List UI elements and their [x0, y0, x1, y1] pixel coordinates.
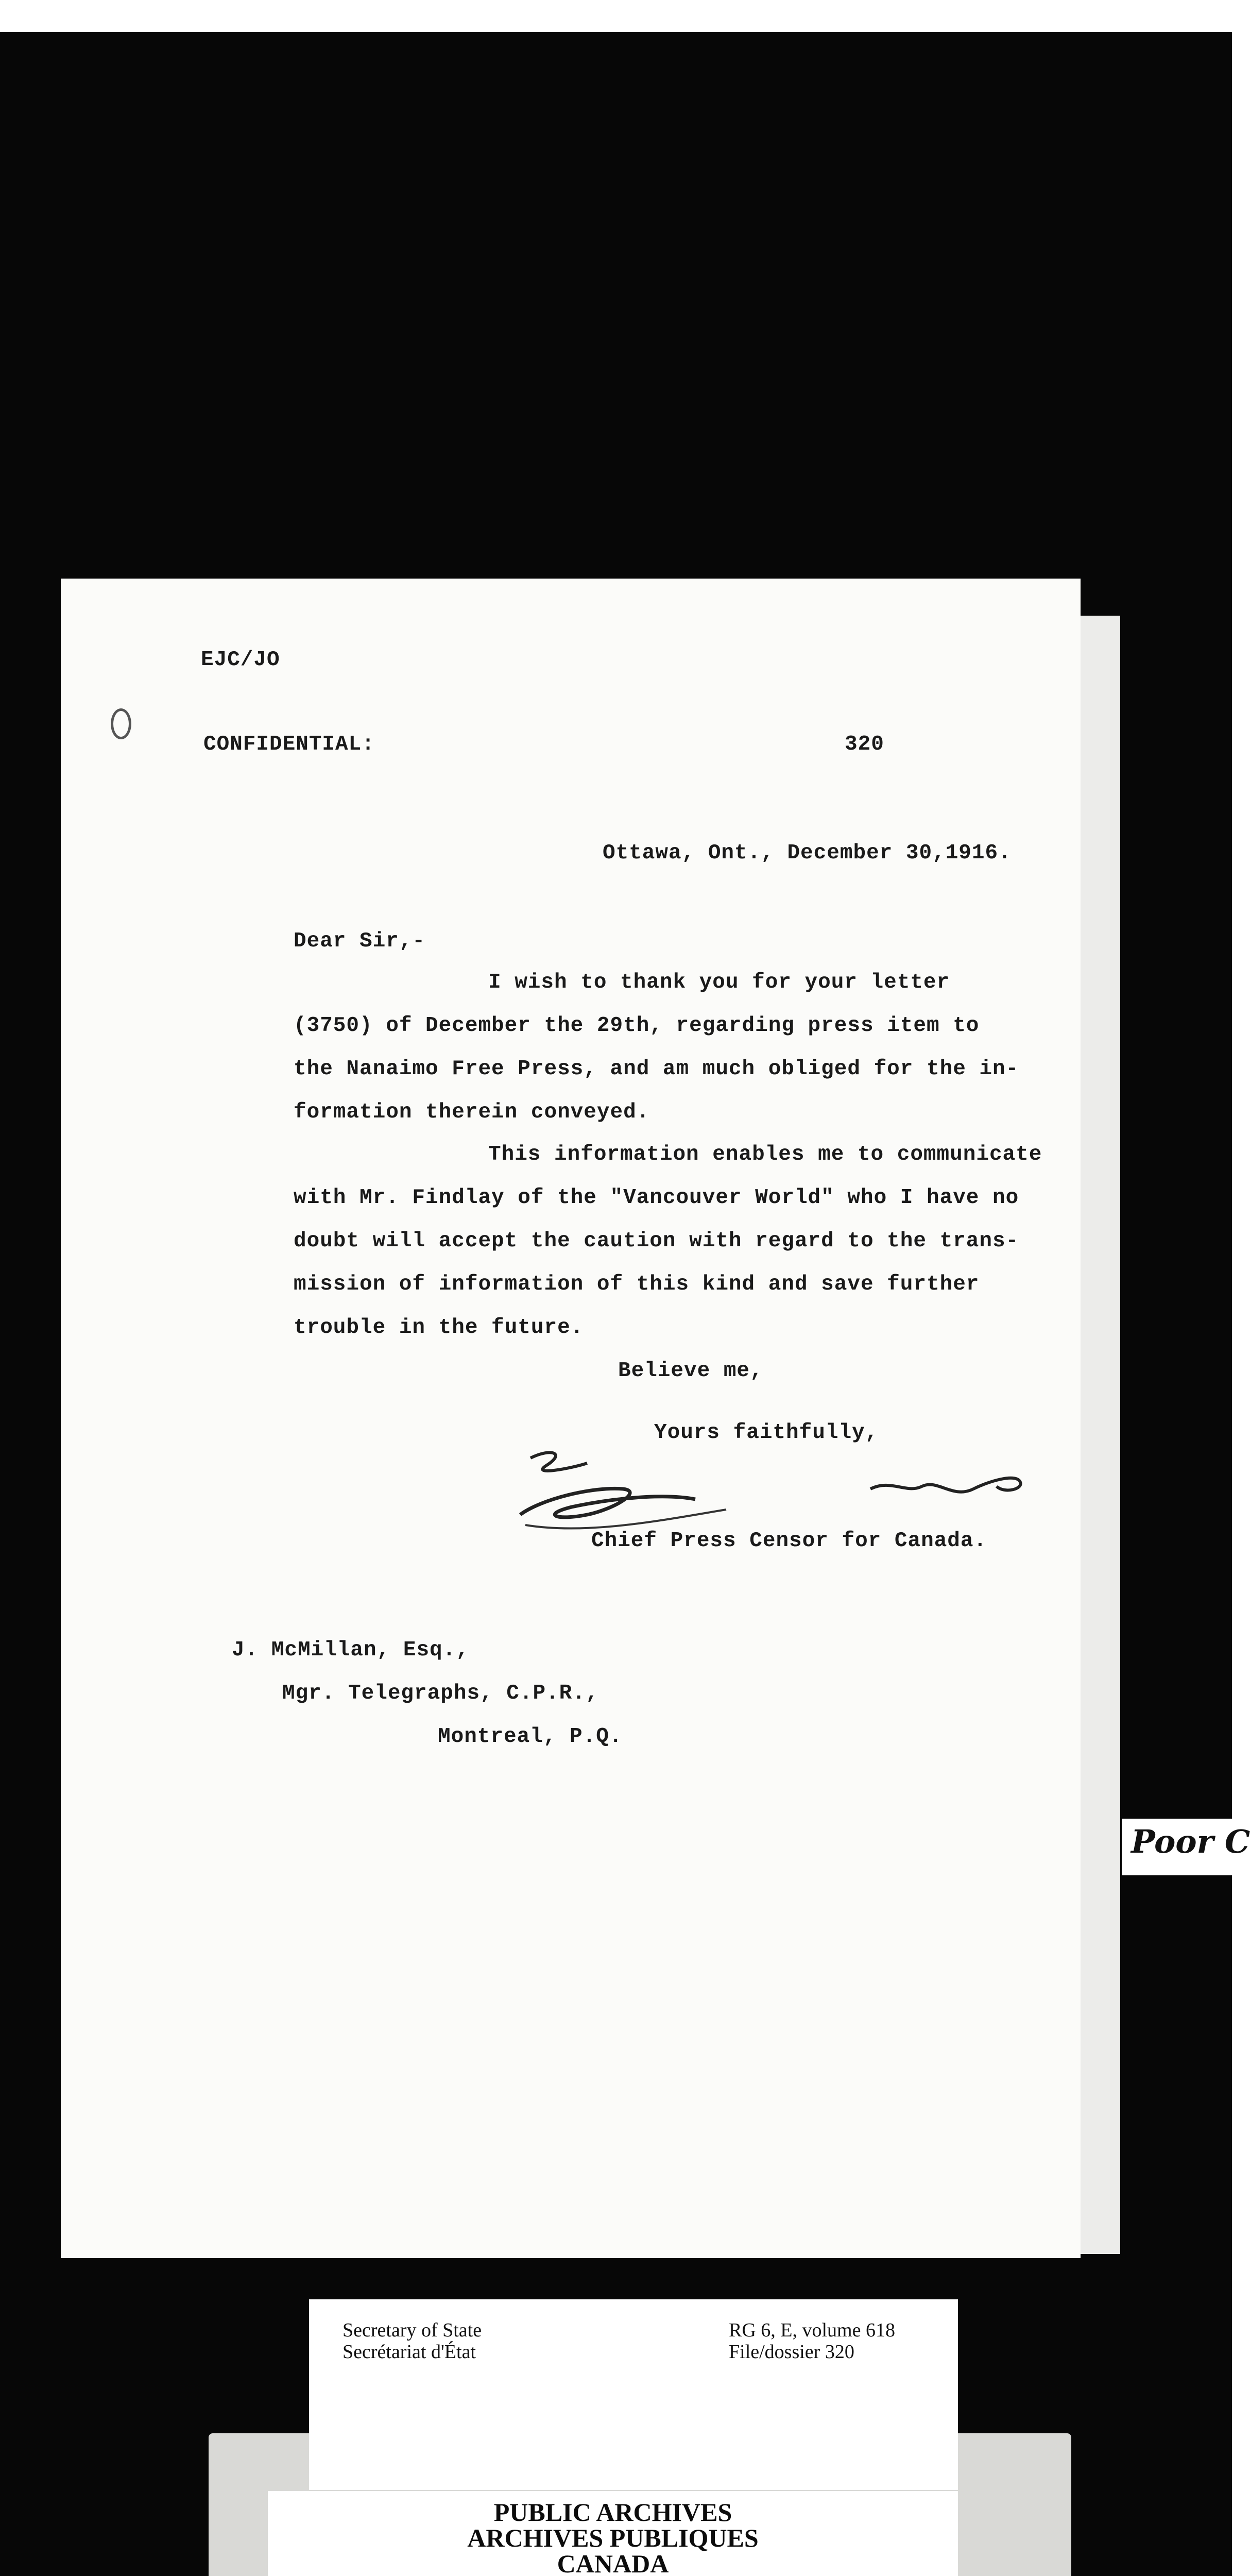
recipient-name: J. McMillan, Esq., — [232, 1638, 469, 1662]
letter-page — [61, 579, 1081, 2258]
punch-hole — [111, 708, 131, 739]
closing-believe-me: Believe me, — [618, 1359, 763, 1383]
closing-yours: Yours faithfully, — [654, 1421, 879, 1445]
signer-title: Chief Press Censor for Canada. — [591, 1529, 987, 1553]
body-line: the Nanaimo Free Press, and am much obliged for the in- — [294, 1057, 1019, 1081]
body-line: doubt will accept the caution with regard to the trans- — [294, 1229, 1019, 1253]
file-reference: File/dossier 320 — [729, 2341, 854, 2363]
body-line: (3750) of December the 29th, regarding press item to — [294, 1014, 980, 1038]
stamp-line-country: CANADA — [557, 2549, 669, 2576]
body-line: This information enables me to communicate — [488, 1143, 1042, 1166]
recipient-city: Montreal, P.Q. — [438, 1725, 623, 1749]
archive-reference-label — [309, 2299, 958, 2490]
body-line: trouble in the future. — [294, 1316, 584, 1340]
record-group: RG 6, E, volume 618 — [729, 2319, 895, 2341]
stamp-line-english: PUBLIC ARCHIVES — [493, 2498, 732, 2527]
department-french: Secrétariat d'État — [343, 2341, 476, 2363]
recipient-position: Mgr. Telegraphs, C.P.R., — [282, 1682, 599, 1705]
archives-stamp — [268, 2491, 958, 2576]
place-date: Ottawa, Ont., December 30,1916. — [603, 841, 1012, 865]
body-line: formation therein conveyed. — [294, 1100, 650, 1124]
side-note-tab — [1122, 1819, 1250, 1875]
classification-label: CONFIDENTIAL: — [203, 733, 375, 756]
salutation: Dear Sir,- — [294, 929, 426, 953]
body-line: mission of information of this kind and save further — [294, 1273, 980, 1296]
reference-initials: EJC/JO — [201, 648, 280, 672]
body-line: I wish to thank you for your letter — [488, 971, 950, 994]
body-line: with Mr. Findlay of the "Vancouver World" who I have no — [294, 1186, 1019, 1210]
stamp-line-french: ARCHIVES PUBLIQUES — [467, 2523, 759, 2552]
side-note-text: Poor C — [1131, 1823, 1250, 1860]
department-english: Secretary of State — [343, 2319, 482, 2341]
file-number: 320 — [845, 733, 884, 756]
